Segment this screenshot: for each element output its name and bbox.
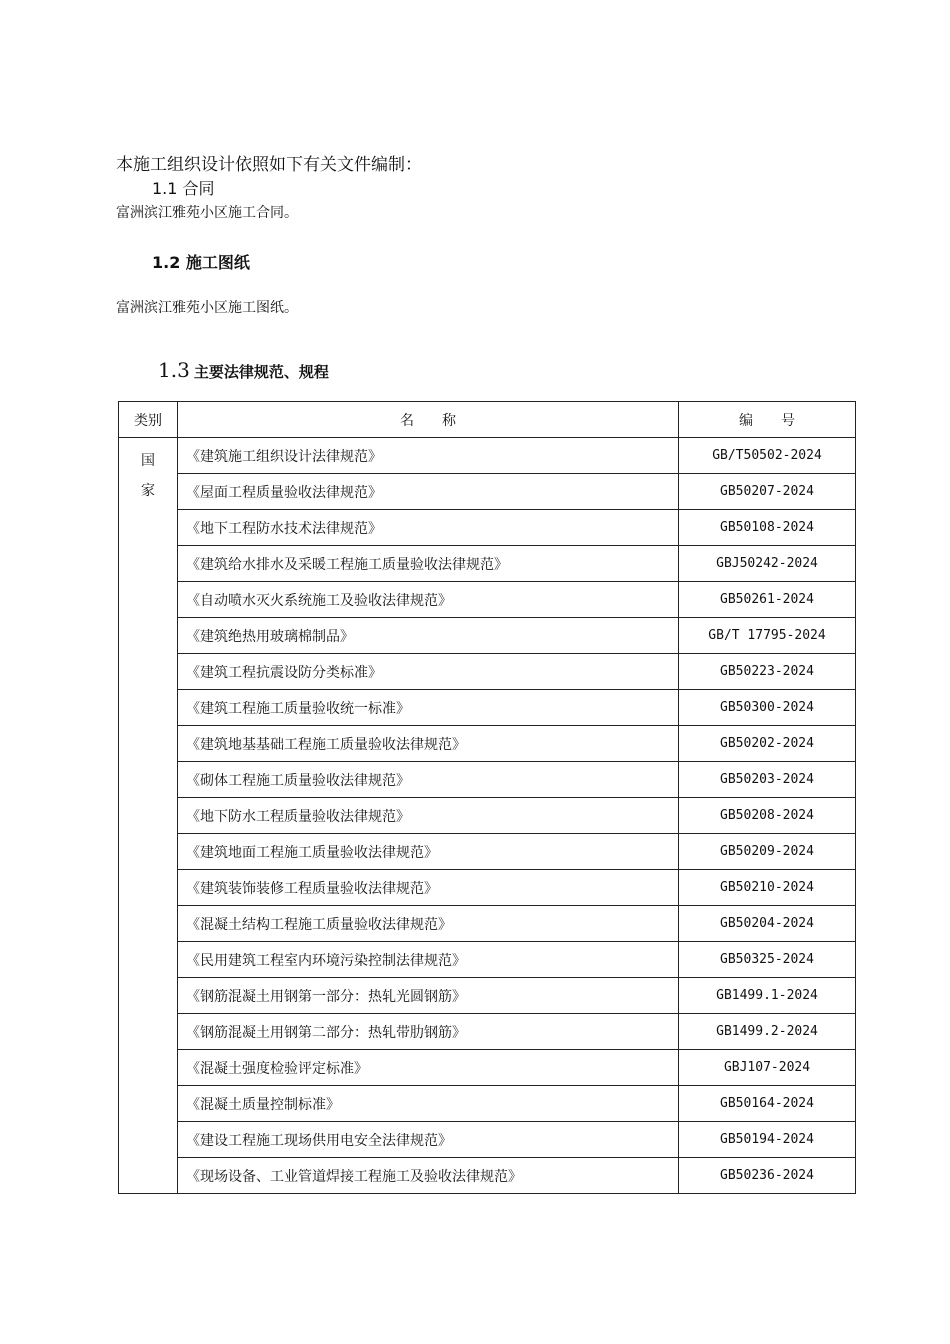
standard-code: GB50210-2024 — [679, 870, 856, 906]
standard-code: GB50236-2024 — [679, 1158, 856, 1194]
standard-name: 《现场设备、工业管道焊接工程施工及验收法律规范》 — [178, 1158, 679, 1194]
table-row — [119, 1050, 856, 1086]
section-1-2-heading: 1.2 施工图纸 — [152, 253, 250, 272]
table-row — [119, 906, 856, 942]
section-1-3-heading — [158, 358, 329, 382]
category-char: 国 — [141, 453, 155, 469]
section-1-1-heading: 1.1 合同 — [152, 179, 215, 198]
table-row — [119, 978, 856, 1014]
standard-code: GB50300-2024 — [679, 690, 856, 726]
table-row — [119, 582, 856, 618]
standard-code: GB50108-2024 — [679, 510, 856, 546]
table-row — [119, 798, 856, 834]
standard-code: GB/T50502-2024 — [679, 438, 856, 474]
standard-name: 《建设工程施工现场供用电安全法律规范》 — [178, 1122, 679, 1158]
standard-code: GB50203-2024 — [679, 762, 856, 798]
standard-name: 《钢筋混凝土用钢第一部分：热轧光圆钢筋》 — [178, 978, 679, 1014]
standard-code: GB50209-2024 — [679, 834, 856, 870]
table-header-row — [119, 402, 856, 438]
table-row — [119, 1158, 856, 1194]
standard-code: GB50164-2024 — [679, 1086, 856, 1122]
table-row — [119, 870, 856, 906]
table-row — [119, 726, 856, 762]
standard-name: 《砌体工程施工质量验收法律规范》 — [178, 762, 679, 798]
section-1-3-number: 1.3 — [158, 358, 190, 382]
section-1-1-text: 富洲滨江雅苑小区施工合同。 — [116, 205, 298, 221]
standards-table — [118, 401, 856, 1194]
table-row — [119, 1014, 856, 1050]
standard-code: GB50325-2024 — [679, 942, 856, 978]
standard-code: GB1499.1-2024 — [679, 978, 856, 1014]
standard-name: 《地下工程防水技术法律规范》 — [178, 510, 679, 546]
table-row — [119, 474, 856, 510]
standard-name: 《混凝土质量控制标准》 — [178, 1086, 679, 1122]
standard-name: 《建筑工程抗震设防分类标准》 — [178, 654, 679, 690]
table-row — [119, 834, 856, 870]
standard-code: GB50194-2024 — [679, 1122, 856, 1158]
standard-code: GB50202-2024 — [679, 726, 856, 762]
table-row — [119, 690, 856, 726]
header-name: 名 称 — [178, 402, 679, 438]
header-code: 编 号 — [679, 402, 856, 438]
standard-name: 《建筑地基基础工程施工质量验收法律规范》 — [178, 726, 679, 762]
standard-name: 《钢筋混凝土用钢第二部分：热轧带肋钢筋》 — [178, 1014, 679, 1050]
section-1-3-title: 主要法律规范、规程 — [193, 363, 329, 381]
standard-code: GB50208-2024 — [679, 798, 856, 834]
header-category: 类别 — [119, 402, 178, 438]
standard-name: 《建筑装饰装修工程质量验收法律规范》 — [178, 870, 679, 906]
table-row — [119, 1086, 856, 1122]
standard-name: 《混凝土强度检验评定标准》 — [178, 1050, 679, 1086]
standard-name: 《建筑给水排水及采暖工程施工质量验收法律规范》 — [178, 546, 679, 582]
standard-code: GB50204-2024 — [679, 906, 856, 942]
standard-code: GBJ50242-2024 — [679, 546, 856, 582]
table-row — [119, 438, 856, 474]
standard-code: GBJ107-2024 — [679, 1050, 856, 1086]
table-row — [119, 546, 856, 582]
table-row — [119, 762, 856, 798]
table-row — [119, 942, 856, 978]
standard-code: GB50261-2024 — [679, 582, 856, 618]
standard-code: GB1499.2-2024 — [679, 1014, 856, 1050]
table-row — [119, 510, 856, 546]
category-cell — [119, 438, 178, 1194]
standard-name: 《自动喷水灭火系统施工及验收法律规范》 — [178, 582, 679, 618]
table-row — [119, 654, 856, 690]
standard-code: GB/T 17795-2024 — [679, 618, 856, 654]
intro-text: 本施工组织设计依照如下有关文件编制： — [116, 155, 422, 175]
standard-name: 《地下防水工程质量验收法律规范》 — [178, 798, 679, 834]
standard-name: 《建筑绝热用玻璃棉制品》 — [178, 618, 679, 654]
table-body — [119, 438, 856, 1194]
standard-name: 《建筑施工组织设计法律规范》 — [178, 438, 679, 474]
standard-name: 《民用建筑工程室内环境污染控制法律规范》 — [178, 942, 679, 978]
table-row — [119, 618, 856, 654]
section-1-2-text: 富洲滨江雅苑小区施工图纸。 — [116, 300, 298, 316]
standard-name: 《建筑地面工程施工质量验收法律规范》 — [178, 834, 679, 870]
standard-name: 《混凝土结构工程施工质量验收法律规范》 — [178, 906, 679, 942]
standard-code: GB50223-2024 — [679, 654, 856, 690]
standard-name: 《建筑工程施工质量验收统一标准》 — [178, 690, 679, 726]
category-char: 家 — [141, 483, 155, 499]
standard-name: 《屋面工程质量验收法律规范》 — [178, 474, 679, 510]
standard-code: GB50207-2024 — [679, 474, 856, 510]
table-row — [119, 1122, 856, 1158]
